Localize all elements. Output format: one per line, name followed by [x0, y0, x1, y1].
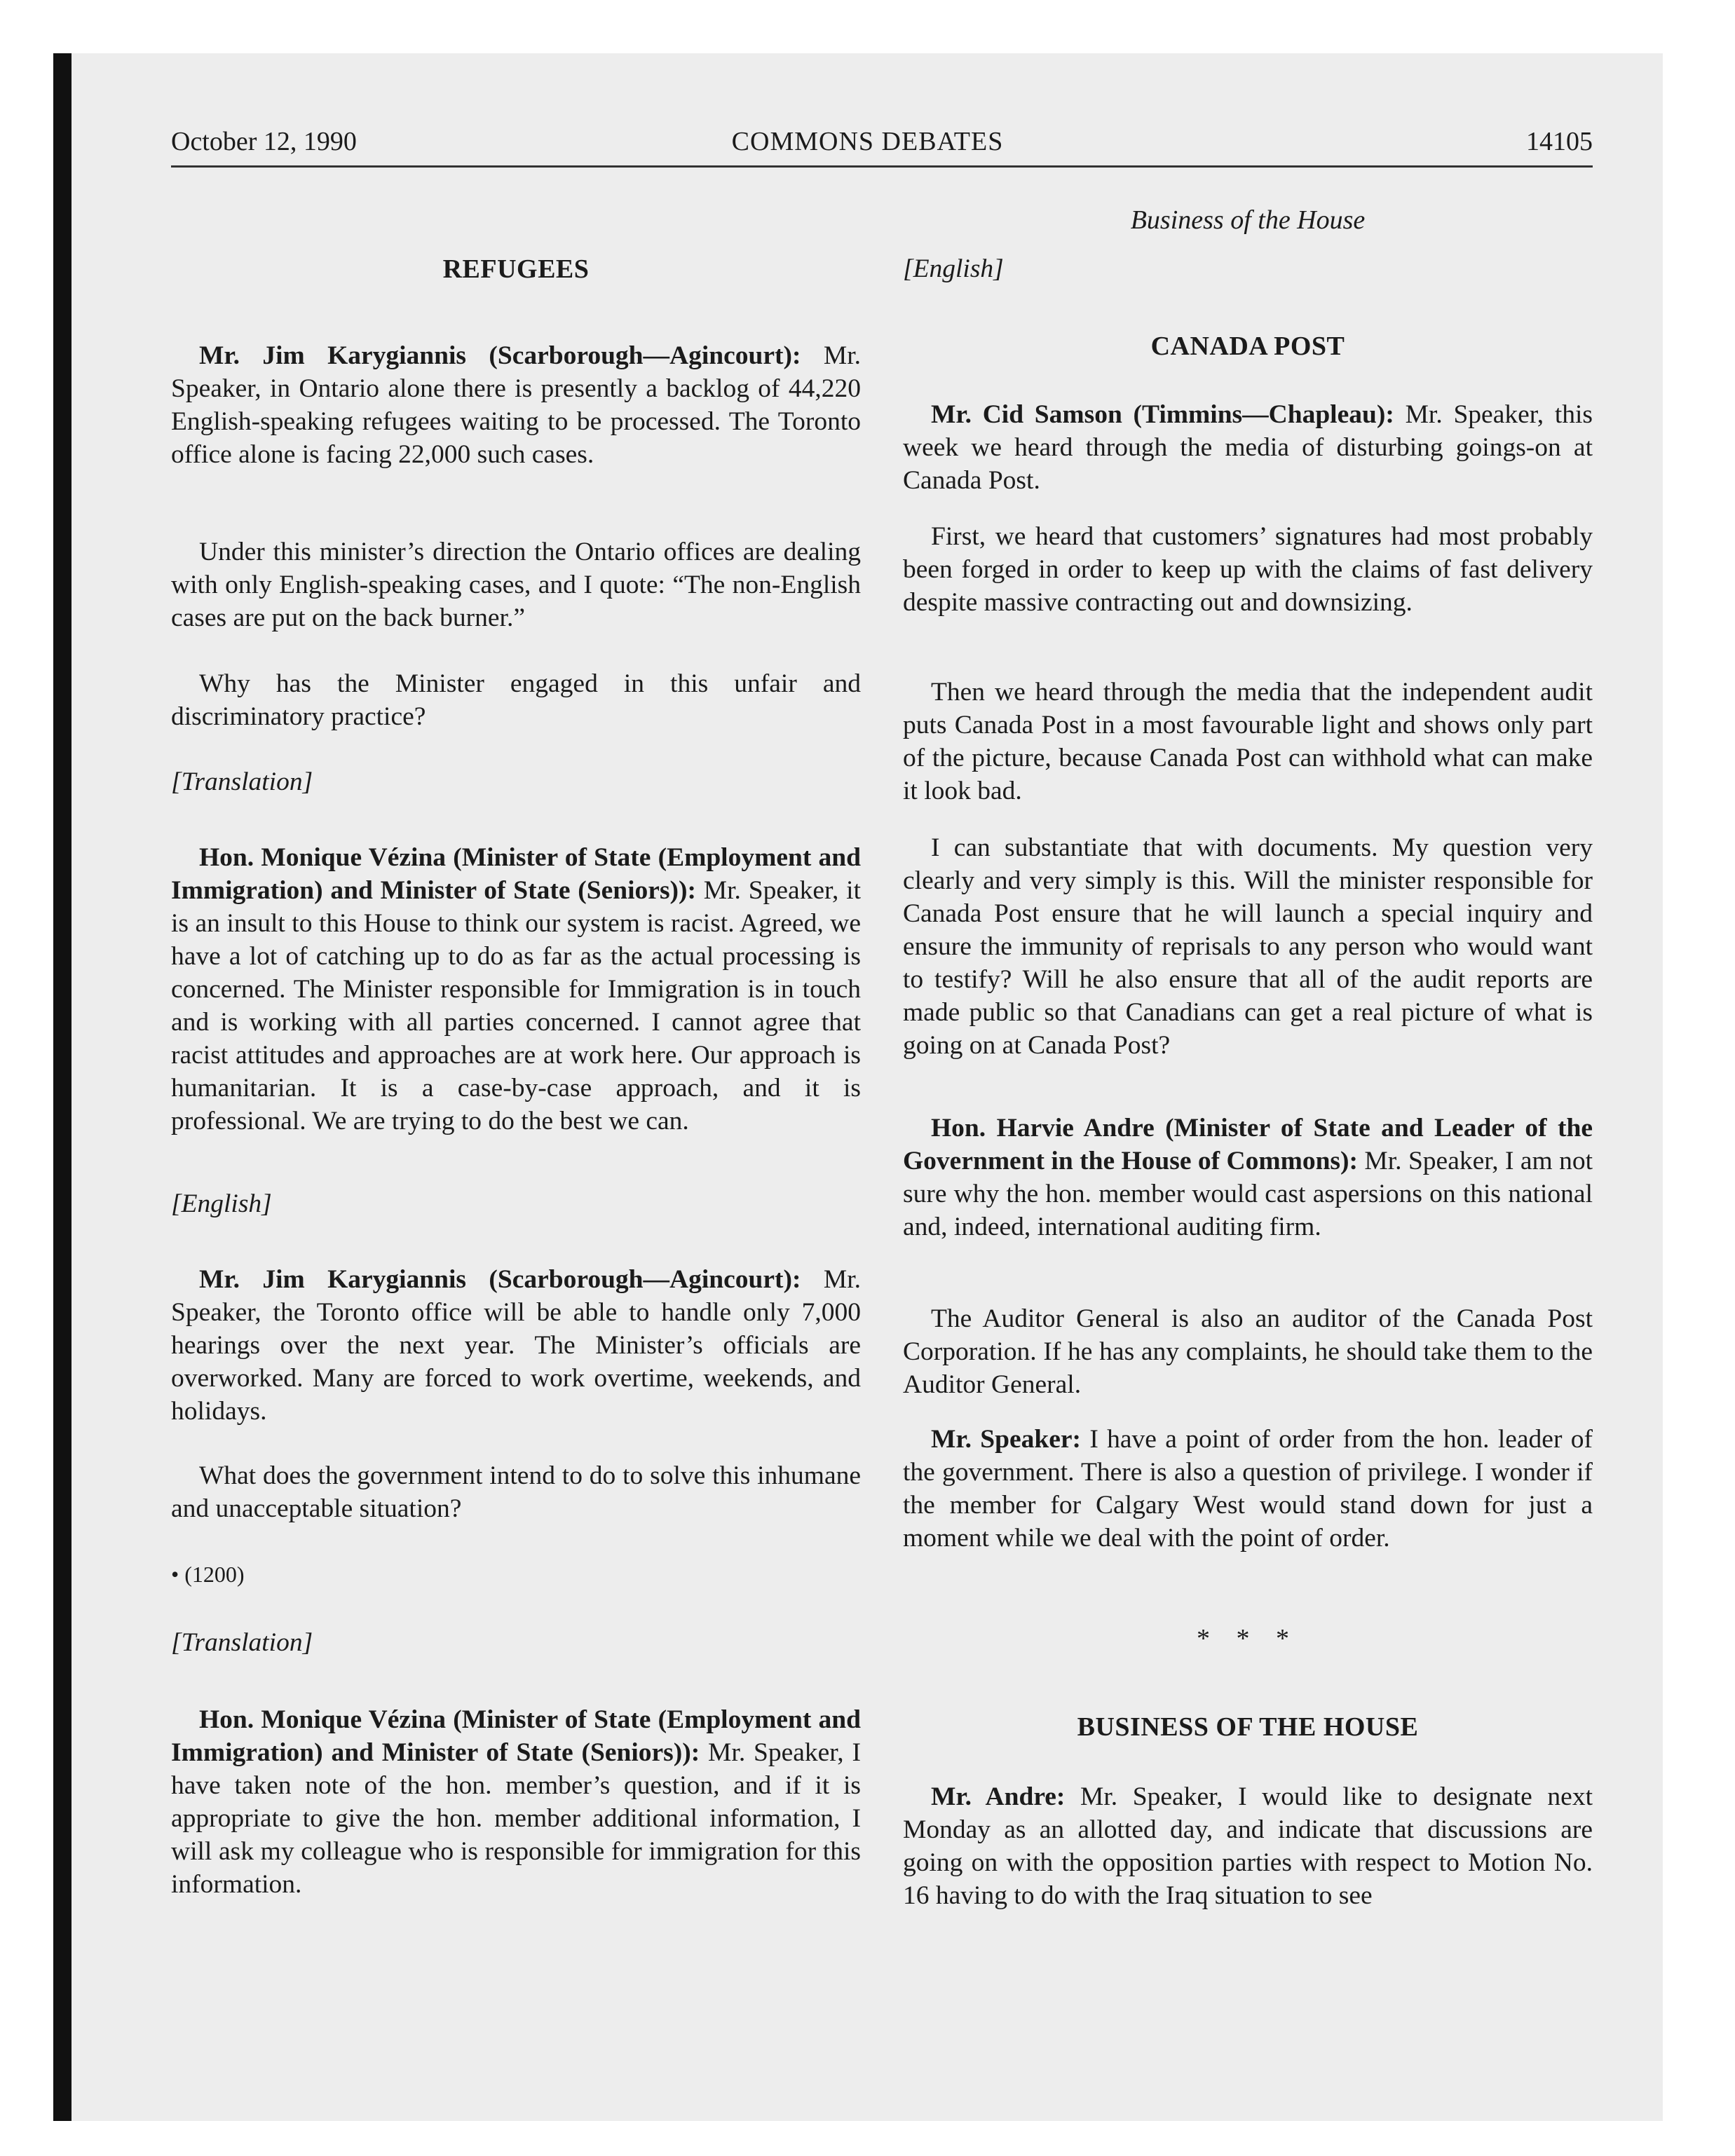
paragraph-ontario-offices: Under this minister’s direction the Ontario offices are dealing with only English-speaking cases, and I quote: “The non-English cases are put on the back burner.”	[171, 538, 861, 632]
speaker-name: Mr. Jim Karygiannis (Scarborough—Agincourt):	[199, 1265, 801, 1294]
section-separator: * * *	[1197, 1624, 1299, 1653]
paragraph-substantiate: I can substantiate that with documents. My question very clearly and very simply is this. Will the minister responsible for Canada Post ensure that he will launch a special inquiry and ensure the immunity of reprisals to any person who would want to testify? Will he also ensure that all of the audit reports are made public so that Canadians can get a real picture of what is going on at Canada Post?	[903, 833, 1593, 1060]
paragraph-signatures: First, we heard that customers’ signatures had most probably been forged in order to keep up with the claims of fast delivery despite massive contracting out and downsizing.	[903, 522, 1593, 617]
paragraph-karygiannis-1	[171, 339, 861, 471]
heading-refugees: REFUGEES	[442, 254, 590, 284]
language-marker-english: [English]	[903, 254, 1004, 283]
paragraph-independent-audit: Then we heard through the media that the independent audit puts Canada Post in a most favourable light and shows only part of the picture, because Canada Post can withhold what can make it look bad.	[903, 678, 1593, 805]
scan-left-edge	[53, 53, 72, 2121]
paragraph-text: Mr. Speaker, I would like to designate next Monday as an allotted day, and indicate that discussions are going on with the opposition parties with respect to Motion No. 16 having to do with the Iraq situation to see	[903, 1782, 1593, 1910]
paragraph-why-minister: Why has the Minister engaged in this unfair and discriminatory practice?	[171, 669, 861, 731]
language-marker-translation: [Translation]	[171, 1628, 313, 1657]
header-date: October 12, 1990	[171, 127, 357, 156]
paragraph-text: I have a point of order from the hon. leader of the government. There is also a question of privilege. I wonder if the member for Calgary West would stand down for just a moment while we deal with the point of order.	[903, 1425, 1593, 1553]
paragraph-samson-1	[903, 398, 1593, 497]
paragraph-text: Mr. Speaker, the Toronto office will be able to handle only 7,000 hearings over the next year. The Minister’s officials are overworked. Many are forced to work overtime, weekends, and holidays.	[171, 1265, 862, 1426]
header-page-number: 14105	[1526, 127, 1593, 156]
speaker-name: Mr. Cid Samson (Timmins—Chapleau):	[931, 400, 1394, 429]
paragraph-auditor-general: The Auditor General is also an auditor of the Canada Post Corporation. If he has any complaints, he should take them to the Auditor General.	[903, 1304, 1593, 1399]
paragraph-vezina-2	[171, 1703, 861, 1901]
paragraph-text: Mr. Speaker, I am not sure why the hon. member would cast aspersions on this national and, indeed, international auditing firm.	[903, 1147, 1593, 1241]
paragraph-text: Mr. Speaker, I have taken note of the hon. member’s question, and if it is appropriate to give the hon. member additional information, I will ask my colleague who is responsible for immigration for this information.	[171, 1738, 861, 1899]
paragraph-government-intend: What does the government intend to do to solve this inhumane and unacceptable situation?	[171, 1461, 861, 1523]
timestamp: • (1200)	[171, 1562, 245, 1587]
speaker-name: Hon. Monique Vézina (Minister of State (Employment and Immigration) and Minister of State (Seniors)):	[171, 1705, 861, 1767]
header-publication: COMMONS DEBATES	[731, 127, 1004, 156]
speaker-name: Mr. Andre:	[931, 1782, 1066, 1811]
speaker-name: Mr. Speaker:	[931, 1425, 1082, 1454]
paragraph-andre-2	[903, 1780, 1593, 1912]
speaker-name: Hon. Harvie Andre (Minister of State and Leader of the Government in the House of Commons):	[903, 1114, 1593, 1175]
paragraph-text: Mr. Speaker, it is an insult to this House to think our system is racist. Agreed, we have a lot of catching up to do as far as the actual processing is concerned. The Minister responsible for Immigration is in touch and is working with all parties concerned. I cannot agree that racist attitudes and approaches are at work here. Our approach is humanitarian. It is a case-by-case approach, and it is professional. We are trying to do the best we can.	[171, 876, 861, 1135]
header-rule	[171, 165, 1593, 168]
paragraph-vezina-1	[171, 841, 861, 1138]
language-marker-translation: [Translation]	[171, 767, 313, 796]
speaker-name: Hon. Monique Vézina (Minister of State (Employment and Immigration) and Minister of State (Seniors)):	[171, 843, 861, 905]
paragraph-karygiannis-2	[171, 1263, 861, 1428]
running-head: Business of the House	[1130, 205, 1366, 235]
heading-canada-post: CANADA POST	[1150, 332, 1345, 361]
paragraph-text: Mr. Speaker, this week we heard through the media of disturbing goings-on at Canada Post.	[903, 400, 1593, 495]
language-marker-english: [English]	[171, 1189, 272, 1218]
paragraph-andre-1	[903, 1112, 1593, 1243]
heading-business-of-the-house: BUSINESS OF THE HOUSE	[1077, 1712, 1419, 1742]
paragraph-speaker	[903, 1423, 1593, 1555]
speaker-name: Mr. Jim Karygiannis (Scarborough—Agincourt):	[199, 341, 801, 370]
paragraph-text: Mr. Speaker, in Ontario alone there is presently a backlog of 44,220 English-speaking refugees waiting to be processed. The Toronto office alone is facing 22,000 such cases.	[171, 341, 862, 469]
